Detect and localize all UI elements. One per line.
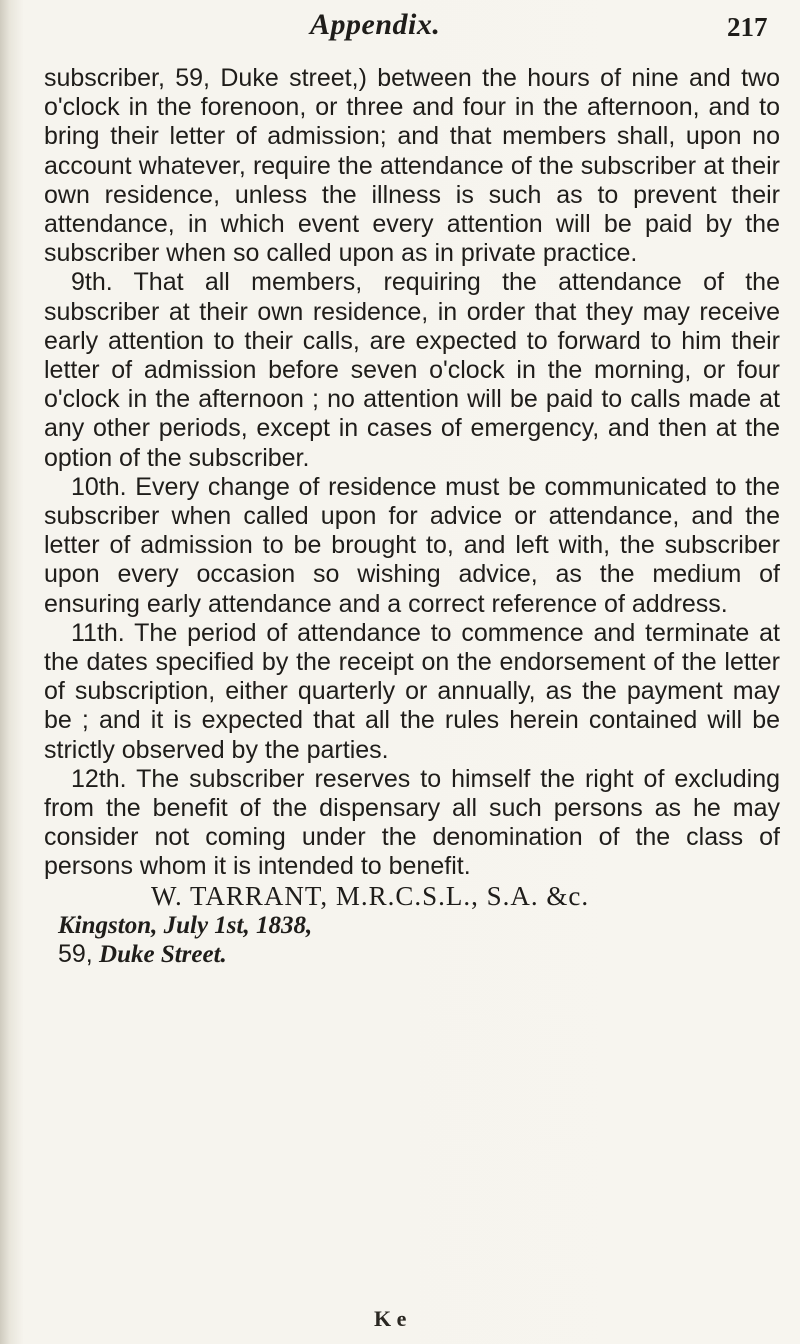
paragraph-continuation: subscriber, 59, Duke street,) between the hours of nine and two o'clock in the forenoon, or three and four in the afternoon, and to bring their letter of admission; and that members shall, upon no account whatever, require the attendance of the subscriber at their own residence, unless the illness is such as to prevent their attendance, in which event every attention will be paid by the subscriber when so called upon as in private practice. <box>44 64 780 268</box>
running-title: Appendix. <box>310 8 441 41</box>
rule-12th: 12th. The subscriber reserves to himself the right of excluding from the benefit of the dispensary all such persons as he may consider not coming under the denomination of the class of persons whom it is intended to benefit. <box>44 764 780 881</box>
body-text <box>44 64 780 969</box>
page-number: 217 <box>727 12 768 42</box>
rule-9th: 9th. That all members, requiring the attendance of the subscriber at their own residence, in order that they may receive early attention to their calls, are expected to forward to him their letter of admission before seven o'clock in the morning, or four o'clock in the afternoon ; no attention will be paid to calls made at any other periods, except in cases of emergency, and then at the option of the subscriber. <box>44 268 780 472</box>
page-header <box>0 6 800 46</box>
signature-place-date: Kingston, July 1st, 1838, <box>58 911 313 939</box>
address-street: Duke Street. <box>99 941 227 969</box>
address-number: 59, <box>58 940 93 969</box>
rule-10th: 10th. Every change of residence must be communicated to the subscriber when called upon for advice or attendance, and the letter of admission to be brought to, and left with, the subscriber upon every occasion so wishing advice, as the medium of ensuring early attendance and a correct reference of address. <box>44 472 780 618</box>
footer-mark: K e <box>374 1306 407 1331</box>
signature-name: W. TARRANT, M.R.C.S.L., S.A. &c. <box>151 880 590 911</box>
rule-11th: 11th. The period of attendance to commence and terminate at the dates specified by the receipt on the endorsement of the letter of subscription, either quarterly or annually, as the payment may be ; and it is expected that all the rules herein contained will be strictly observed by the parties. <box>44 618 780 764</box>
signature-address <box>44 940 780 969</box>
